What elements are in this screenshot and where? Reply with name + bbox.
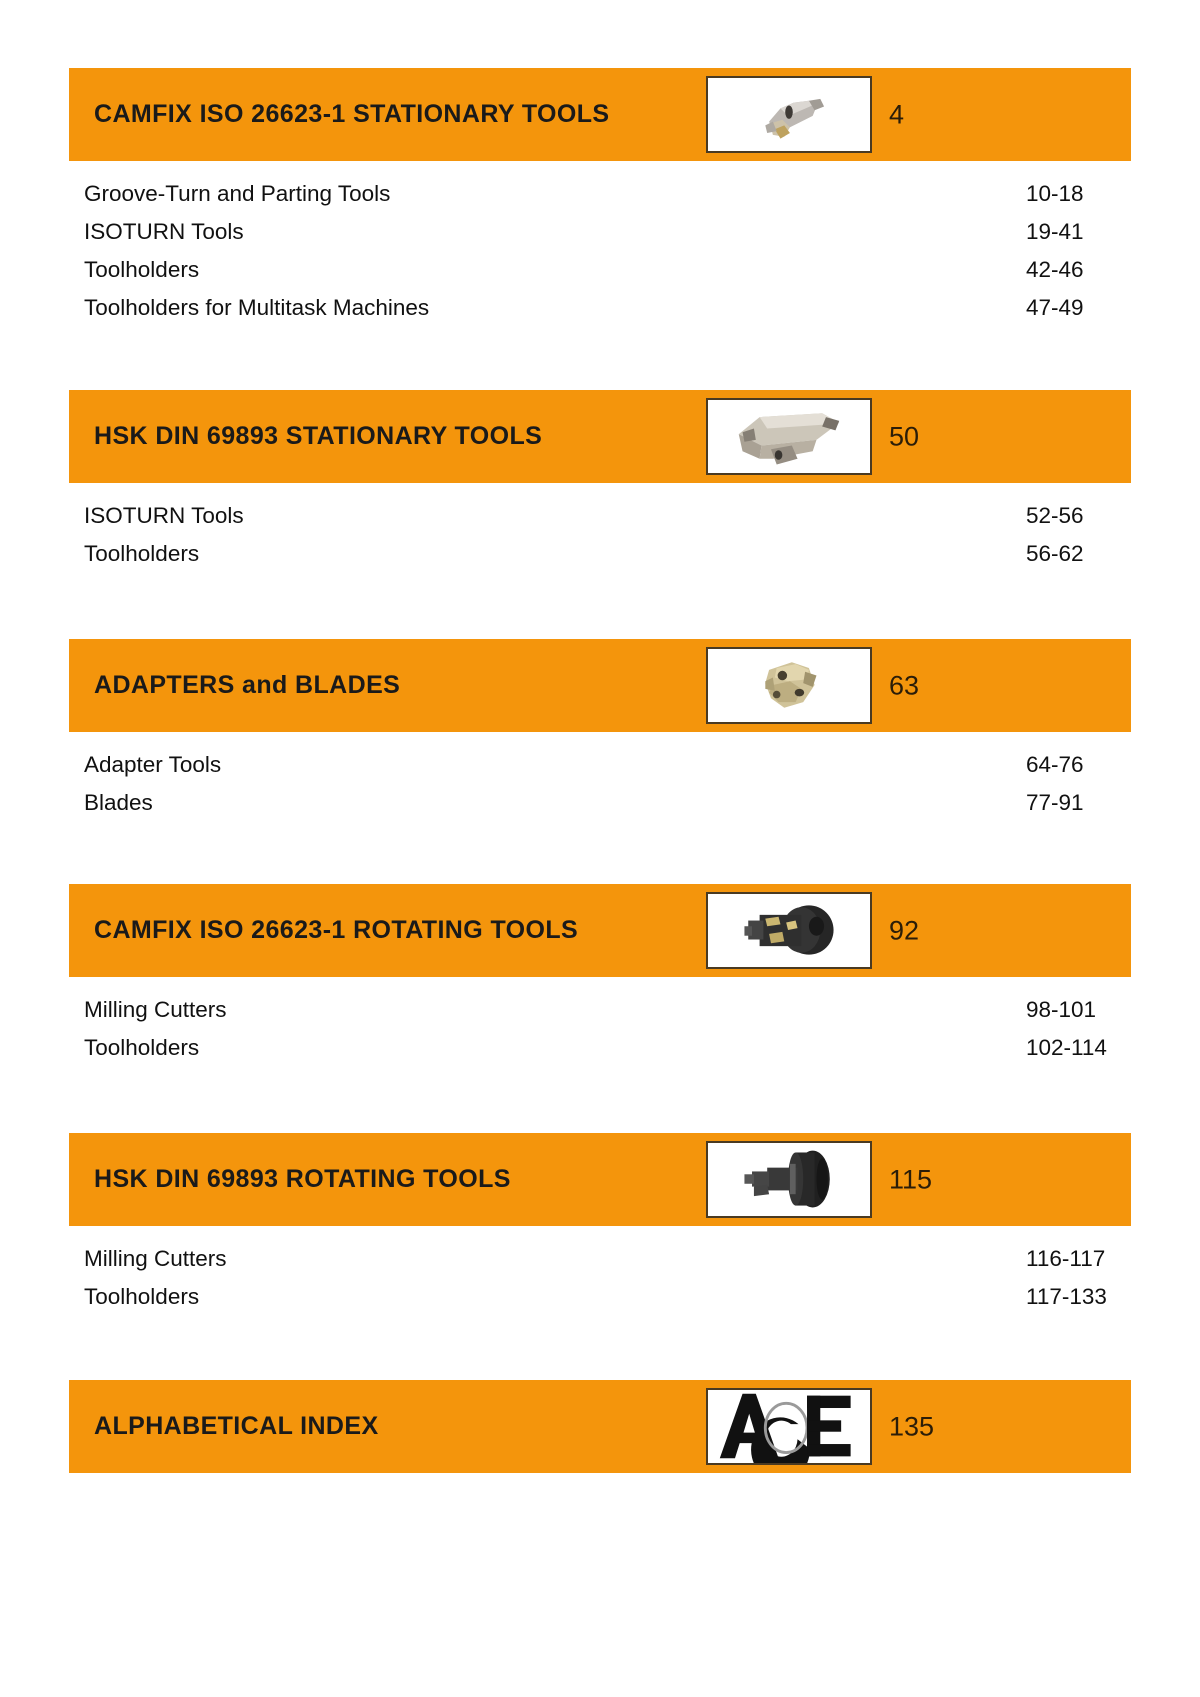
section-page-number: 92 — [889, 915, 920, 945]
section-header-band[interactable] — [69, 390, 1131, 483]
toc-entry[interactable] — [69, 790, 1131, 828]
dot-leader — [203, 1054, 1006, 1055]
toc-entry-pages: 19-41 — [1026, 219, 1084, 244]
dot-leader — [203, 560, 1006, 561]
ace-logo — [706, 1388, 872, 1465]
section-camfix-iso-stationary-tools — [69, 68, 1131, 333]
stationary-tool-holder-photo — [706, 76, 872, 153]
toc-entry-label: ISOTURN Tools — [84, 503, 244, 528]
toc-entry-label: Milling Cutters — [84, 997, 227, 1022]
dot-leader — [157, 809, 1006, 810]
section-spacer — [69, 1073, 1131, 1133]
section-header-band[interactable] — [69, 1380, 1131, 1473]
toc-entry-pages: 56-62 — [1026, 541, 1084, 566]
toc-entry-label: Toolholders — [84, 1035, 200, 1060]
dot-leader — [203, 1303, 1006, 1304]
section-entry-list — [69, 977, 1131, 1073]
section-page-number: 63 — [889, 670, 920, 700]
adapter-blade-photo — [706, 647, 872, 724]
section-spacer — [69, 828, 1131, 884]
toc-entry-label: Adapter Tools — [84, 752, 222, 777]
toc-entry[interactable] — [69, 541, 1131, 579]
dot-leader — [248, 238, 1006, 239]
toc-entry-label: Toolholders for Multitask Machines — [84, 295, 430, 320]
toc-entry-pages: 98-101 — [1026, 997, 1097, 1022]
section-title: CAMFIX ISO 26623-1 STATIONARY TOOLS — [94, 100, 610, 128]
dot-leader — [394, 200, 1006, 201]
toc-entry-pages: 77-91 — [1026, 790, 1084, 815]
section-spacer — [69, 1322, 1131, 1380]
section-page-number: 135 — [889, 1411, 935, 1441]
section-header-band[interactable] — [69, 1133, 1131, 1226]
rotating-tool-photo — [706, 892, 872, 969]
dot-leader — [248, 522, 1006, 523]
section-title: ADAPTERS and BLADES — [94, 671, 401, 699]
section-camfix-iso-rotating-tools — [69, 884, 1131, 1073]
toc-entry[interactable] — [69, 1246, 1131, 1284]
toc-entry[interactable] — [69, 997, 1131, 1035]
hsk-rotating-tool-photo — [706, 1141, 872, 1218]
toc-entry-label: Toolholders — [84, 541, 200, 566]
toc-entry-label: ISOTURN Tools — [84, 219, 244, 244]
toc-entry-pages: 117-133 — [1026, 1284, 1107, 1309]
section-title: CAMFIX ISO 26623-1 ROTATING TOOLS — [94, 916, 579, 944]
table-of-contents — [69, 68, 1131, 1473]
section-page-number: 4 — [889, 99, 905, 129]
section-title: HSK DIN 69893 STATIONARY TOOLS — [94, 422, 543, 450]
toc-entry-pages: 10-18 — [1026, 181, 1084, 206]
section-alphabetical-index — [69, 1380, 1131, 1473]
toc-entry[interactable] — [69, 295, 1131, 333]
section-page-number: 115 — [889, 1164, 933, 1194]
toc-entry-pages: 52-56 — [1026, 503, 1084, 528]
dot-leader — [231, 1265, 1006, 1266]
toc-entry[interactable] — [69, 503, 1131, 541]
toc-entry-label: Blades — [84, 790, 153, 815]
toc-entry-pages: 116-117 — [1026, 1246, 1106, 1271]
section-hsk-din-stationary-tools — [69, 390, 1131, 579]
toc-entry-label: Toolholders — [84, 1284, 200, 1309]
dot-leader — [225, 771, 1006, 772]
toc-entry[interactable] — [69, 752, 1131, 790]
toc-entry-label: Groove-Turn and Parting Tools — [84, 181, 391, 206]
section-entry-list — [69, 483, 1131, 579]
toc-entry-label: Milling Cutters — [84, 1246, 227, 1271]
section-header-band[interactable] — [69, 884, 1131, 977]
section-adapters-and-blades — [69, 639, 1131, 828]
dot-leader — [433, 314, 1006, 315]
section-spacer — [69, 333, 1131, 390]
section-title: ALPHABETICAL INDEX — [94, 1412, 379, 1440]
dot-leader — [231, 1016, 1006, 1017]
dot-leader — [203, 276, 1006, 277]
section-title: HSK DIN 69893 ROTATING TOOLS — [94, 1165, 511, 1193]
section-hsk-din-rotating-tools — [69, 1133, 1131, 1322]
section-spacer — [69, 579, 1131, 639]
section-header-band[interactable] — [69, 639, 1131, 732]
toc-entry-pages: 47-49 — [1026, 295, 1084, 320]
toc-entry-pages: 102-114 — [1026, 1035, 1107, 1060]
section-header-band[interactable] — [69, 68, 1131, 161]
section-entry-list — [69, 1226, 1131, 1322]
toc-entry-pages: 42-46 — [1026, 257, 1084, 282]
hsk-stationary-tool-photo — [706, 398, 872, 475]
section-page-number: 50 — [889, 421, 920, 451]
toc-entry[interactable] — [69, 1284, 1131, 1322]
toc-entry[interactable] — [69, 219, 1131, 257]
section-entry-list — [69, 161, 1131, 333]
toc-entry-pages: 64-76 — [1026, 752, 1084, 777]
section-entry-list — [69, 732, 1131, 828]
toc-entry[interactable] — [69, 1035, 1131, 1073]
toc-entry[interactable] — [69, 181, 1131, 219]
toc-entry[interactable] — [69, 257, 1131, 295]
toc-entry-label: Toolholders — [84, 257, 200, 282]
